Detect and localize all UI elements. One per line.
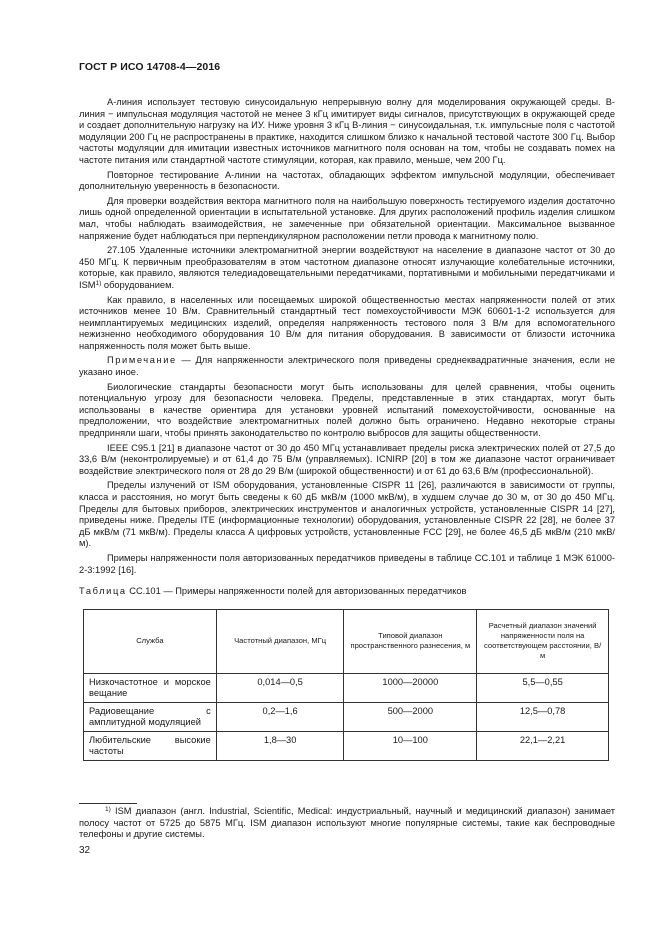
cell-distance: 1000—20000	[344, 673, 477, 702]
cell-service: Радиовещание с амплитудной модуляцией	[84, 702, 217, 731]
cell-distance: 10—100	[344, 731, 477, 760]
document-header: ГОСТ Р ИСО 14708-4—2016	[79, 61, 221, 73]
cell-frequency: 0,014—0,5	[216, 673, 344, 702]
column-header-distance: Типовой диапазон пространственного разнесения, м	[344, 609, 477, 673]
note-text: — Для напряженности электрического поля приведены среднеквадратичные значения, если не указано иное.	[79, 355, 615, 378]
cell-frequency: 0,2—1,6	[216, 702, 344, 731]
table-row	[84, 731, 609, 760]
paragraph-ism-limits: Пределы излучений от ISM оборудования, установленные CISPR 11 [26], различаются в зависимости от группы, класса и расстояния, но могут быть сведены к 60 дБ мкВ/м (1000 мкВ/м), в худшем случае до 30 м, от 30 до 450 МГц. Пределы для бытовых приборов, электрических инструментов и аналогичных устройств, установленные CISPR 14 [27], приведены ниже. Пределы ITE (информационные технологии) оборудования, установленные CISPR 22 [28], не более 37 дБ мкВ/м (71 мкВ/м). Пределы класса A цифровых устройств, установленные FCC [29], не более 46,5 дБ мкВ/м (210 мкВ/м).	[79, 480, 615, 549]
cell-field-strength: 22,1—2,21	[477, 731, 609, 760]
cell-service: Любительские высокие частоты	[84, 731, 217, 760]
paragraph-orientation: Для проверки воздействия вектора магнитного поля на наибольшую поверхность тестируемого изделия достаточно лишь одной определенной ориентации в испытательной установке. Для других расположений профиль изделия слишком мал, чтобы наблюдать взаимодействия, не замеченные при обязательной ориентации. Максимальное вызванное напряжение будет наблюдаться при перпендикулярном расположении петли провода к магнитному полю.	[79, 195, 615, 241]
paragraph-examples: Примеры напряженности поля авторизованных передатчиков приведены в таблице CC.101 и таблице 1 МЭК 61000-2-3:1992 [16].	[79, 552, 615, 575]
cell-distance: 500—2000	[344, 702, 477, 731]
column-header-field-strength: Расчетный диапазон значений напряженности поля на соответствующем расстоянии, В/м	[477, 609, 609, 673]
cell-frequency: 1,8—30	[216, 731, 344, 760]
footnote-divider	[79, 803, 137, 804]
table-caption-label: Таблица	[79, 586, 127, 597]
cell-field-strength: 12,5—0,78	[477, 702, 609, 731]
paragraph-bio-standards: Биологические стандарты безопасности могут быть использованы для целей сравнения, чтобы оценить потенциальную угрозу для безопасности человека. Пределы, представленные в этих стандартах, могут быть использованы в качестве ориентира для установки уровней испытаний помехоустойчивости, основанные на предположении, что воздействие электромагнитных полей должно быть ограничено. Недавно некоторые страны предприняли шаги, чтобы принять законодательство по контролю выбросов для защиты общественности.	[79, 381, 615, 439]
table-row	[84, 702, 609, 731]
table-caption-text: CC.101 — Примеры напряженности полей для авторизованных передатчиков	[126, 586, 467, 597]
cell-service: Низкочастотное и морское вещание	[84, 673, 217, 702]
footnote-ref: 1)	[95, 279, 102, 287]
footnote	[79, 806, 615, 841]
table-row	[84, 673, 609, 702]
paragraph-retest: Повторное тестирование A-линии на частотах, обладающих эффектом импульсной модуляции, обеспечивает дополнительную уверенность в безопасности.	[79, 169, 615, 192]
note-label: Примечание	[107, 355, 177, 366]
footnote-marker: 1)	[105, 806, 111, 813]
paragraph-ieee: IEEE C95.1 [21] в диапазоне частот от 30 до 450 МГц устанавливает пределы риска электрических полей от 27,5 до 33,6 В/м (неконтролируемые) и от 61,4 до 75 В/м (управляемых). ICNIRP [20] в том же диапазоне частот ограничивает воздействие электрического поля от 28 до 29 В/м (широкой общественности) и от 61 до 63,6 В/м (профессиональной).	[79, 442, 615, 476]
cell-field-strength: 5,5—0,55	[477, 673, 609, 702]
document-body	[79, 97, 615, 761]
table-caption	[79, 586, 615, 598]
paragraph-field-strength: Как правило, в населенных или посещаемых широкой общественностью местах напряженности полей от этих источников менее 10 В/м. Сравнительный стандартный тест помехоустойчивости МЭК 60601-1-2 используется для неимплантируемых медицинских изделий, определяя напряженность тестового поля 3 В/м для вспомогательного нежизненно необходимого оборудования 10 В/м для питания оборудования. В зависимости от близости источника напряженность поля может быть выше.	[79, 294, 615, 351]
column-header-frequency: Частотный диапазон, МГц	[216, 609, 344, 673]
column-header-service: Служба	[84, 609, 217, 673]
paragraph-a-line: A-линия использует тестовую синусоидальную непрерывную волну для моделирования окружающей среды. B-линия − импульсная модуляция частотой не менее 3 кГц имитирует виды сигналов, присутствующих в окружающей среде и создает дополнительную нагрузку на ИУ. Ниже уровня 3 кГц B-линия − синусоидальная, т.к. импульсные поля с частотой модуляции 200 Гц не распространены в практике, находится слишком близко к начальной тестовой частоте 300 Гц. Выбор частоты модуляции для имитации известных источников магнитного поля основан на том, чтобы не создавать помех на частоте питания или стандартной частоте стимуляции, которая, как правило, меньше, чем 200 Гц.	[79, 97, 615, 165]
paragraph-27-105-end: оборудованием.	[101, 279, 175, 290]
note	[79, 355, 615, 378]
paragraph-27-105	[79, 245, 615, 291]
footnote-text: ISM диапазон (англ. Industrial, Scientific, Medical: индустриальный, научный и медицинский диапазон) занимает полосу частот от 5725 до 5875 МГц. ISM диапазон используют многие популярные системы, такие как беспроводные телефоны и другие системы.	[79, 806, 615, 840]
paragraph-27-105-text: 27.105 Удаленные источники электромагнитной энергии воздействуют на население в диапазоне частот от 30 до 450 МГц. К первичным преобразователям в этом частотном диапазоне относят излучающие колебательные источники, которые, как правило, являются теледиадовещательными передатчиками, портативными и мобильными передатчиками и ISM	[79, 245, 615, 290]
page-number: 32	[79, 845, 91, 856]
table-header-row	[84, 609, 609, 673]
field-strength-table	[83, 609, 609, 761]
